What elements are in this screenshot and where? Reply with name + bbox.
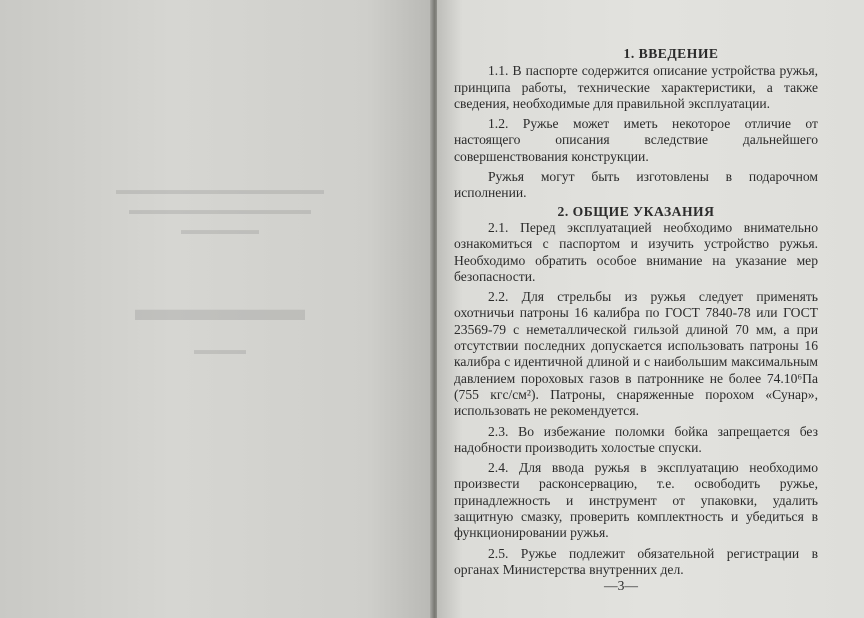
- paragraph-2-5: 2.5. Ружье подлежит обязательной регистрации в органах Министерства внутренних дел.: [454, 545, 818, 577]
- paragraph-2-4: 2.4. Для ввода ружья в эксплуатацию необходимо произвести расконсервацию, т.е. освободить ружье, принадлежность и инструмент от упаковки, удалить защитную смазку, проверить комплектность и убедиться в функционировании ружья.: [454, 460, 818, 541]
- paragraph-2-1: 2.1. Перед эксплуатацией необходимо внимательно ознакомиться с паспортом и изучить устройство ружья. Необходимо обратить особое внимание на указание мер безопасности.: [454, 219, 818, 284]
- paragraph-2-2: 2.2. Для стрельбы из ружья следует применять охотничьи патроны 16 калибра по ГОСТ 7840-78 или ГОСТ 23569-79 с неметаллической гильзой длиной 70 мм, а при отсутствии последних допускается использовать патроны 16 калибра с идентичной длиной и с наибольшим максимальным давлением пороховых газов в патроннике не более 74.10⁶Па (755 кгс/см²). Патроны, снаряженные порохом «Сунар», использовать не рекомендуется.: [454, 289, 818, 419]
- page-number: —3—: [604, 578, 638, 594]
- paragraph-1-3: Ружья могут быть изготовлены в подарочном исполнении.: [454, 169, 818, 201]
- paragraph-1-2: 1.2. Ружье может иметь некоторое отличие от настоящего описания вследствие дальнейшего совершенствования конструкции.: [454, 116, 818, 164]
- section-heading-general: 2. ОБЩИЕ УКАЗАНИЯ: [557, 203, 715, 219]
- bleed-through-text: ▬▬▬▬▬▬▬▬▬▬▬▬▬▬▬▬ ▬▬▬▬▬▬▬▬▬▬▬▬▬▬ ▬▬▬▬▬▬ ▬▬▬▬▬ ▬▬▬▬: [116, 182, 324, 357]
- section-heading-intro: 1. ВВЕДЕНИЕ: [623, 46, 719, 61]
- page-content: [454, 46, 818, 595]
- paragraph-1-1: 1.1. В паспорте содержится описание устройства ружья, принципа работы, технические характеристики, а также сведения, необходимые для правильной эксплуатации.: [454, 63, 818, 111]
- paragraph-2-3: 2.3. Во избежание поломки бойка запрещается без надобности производить холостые спуски.: [454, 423, 818, 455]
